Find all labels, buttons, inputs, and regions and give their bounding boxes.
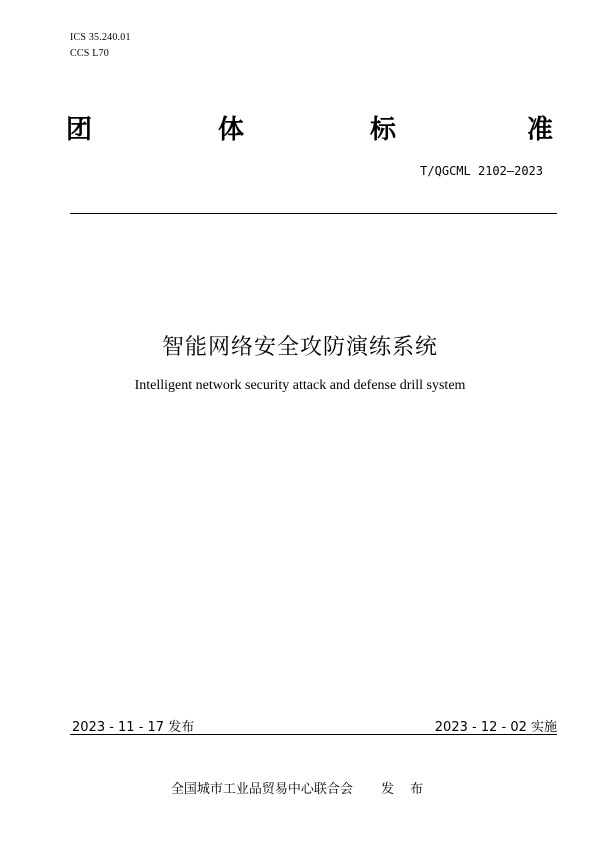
- publish-date: 2023 - 11 - 17 发布: [72, 720, 195, 735]
- title-english: Intelligent network security attack and defense drill system: [134, 378, 466, 393]
- bottom-divider: [70, 734, 557, 735]
- category-char-ti: 体: [218, 115, 245, 145]
- ccs-code: CCS L70: [70, 48, 109, 59]
- standard-number: T/QGCML 2102—2023: [420, 164, 543, 178]
- category-char-zhun: 准: [527, 115, 554, 145]
- title-chinese: 智能网络安全攻防演练系统: [161, 335, 438, 360]
- category-char-tuan: 团: [66, 115, 93, 145]
- implement-date: 2023 - 12 - 02 实施: [434, 720, 557, 735]
- issuer-line: [0, 778, 600, 797]
- category-char-biao: 标: [370, 115, 397, 145]
- ics-code: ICS 35.240.01: [70, 32, 131, 43]
- issuer-name: 全国城市工业品贸易中心联合会: [170, 782, 353, 797]
- top-divider: [70, 213, 557, 214]
- issuer-action: 发 布: [380, 782, 430, 797]
